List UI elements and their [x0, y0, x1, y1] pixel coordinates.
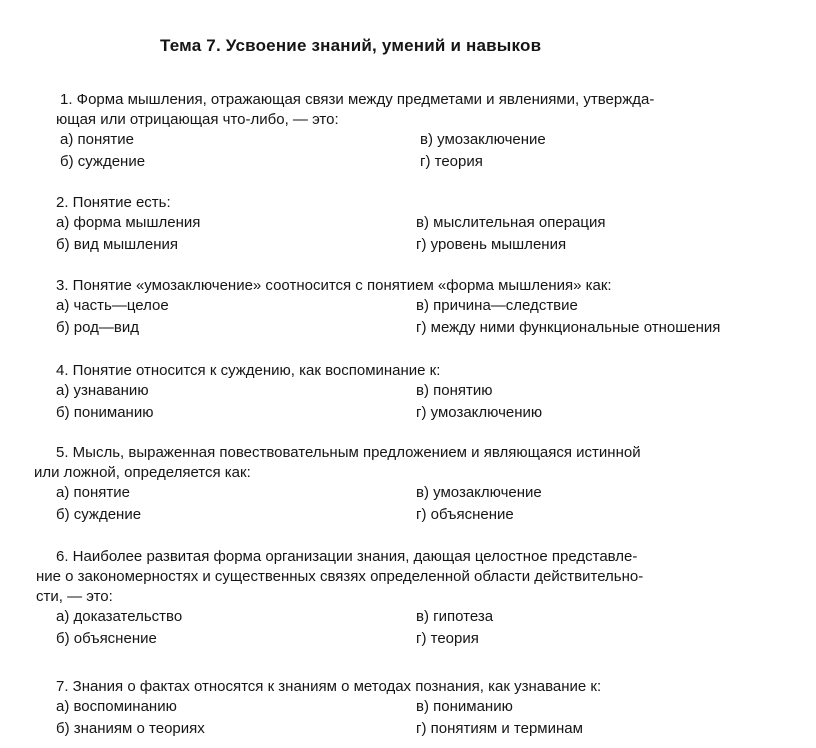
- option-b: б) пониманию: [56, 404, 154, 421]
- option-b: б) суждение: [56, 506, 142, 523]
- option-c: в) пониманию: [416, 698, 513, 715]
- question-6: [36, 547, 771, 651]
- question-stem: [56, 677, 771, 697]
- option-a: а) понятие: [60, 131, 134, 148]
- option-b: б) род—вид: [56, 319, 139, 336]
- answer-options: [56, 607, 771, 651]
- option-c: в) умозаключение: [420, 131, 546, 148]
- question-stem-line: 2. Понятие есть:: [56, 194, 171, 211]
- question-stem-line: 6. Наиболее развитая форма организации знания, дающая целостное представле-: [56, 548, 638, 565]
- option-a: а) доказательство: [56, 608, 183, 625]
- question-stem-line: 1. Форма мышления, отражающая связи между предметами и явлениями, утвержда-: [60, 91, 655, 108]
- question-stem: [56, 276, 771, 296]
- answer-options: [56, 213, 771, 257]
- question-5: [34, 443, 771, 527]
- option-d: г) между ними функциональные отношения: [416, 319, 721, 336]
- question-4: [56, 361, 771, 425]
- option-d: г) объяснение: [416, 506, 514, 523]
- option-d: г) уровень мышления: [416, 236, 567, 253]
- question-7: [56, 677, 771, 741]
- question-stem: [36, 547, 771, 607]
- page-title: Тема 7. Усвоение знаний, умений и навыков: [160, 36, 542, 55]
- question-stem-line: 4. Понятие относится к суждению, как воспоминание к:: [56, 362, 441, 379]
- option-a: а) часть—целое: [56, 297, 169, 314]
- answer-options: [56, 697, 771, 741]
- question-stem-line: сти, — это:: [36, 588, 113, 605]
- option-d: г) умозаключению: [416, 404, 543, 421]
- option-c: в) понятию: [416, 382, 493, 399]
- question-stem: [56, 193, 771, 213]
- answer-options: [60, 130, 775, 174]
- option-d: г) понятиям и терминам: [416, 720, 583, 737]
- question-stem: [56, 361, 771, 381]
- question-stem-line: 5. Мысль, выраженная повествовательным предложением и являющаяся истинной: [56, 444, 641, 461]
- question-stem-line: 7. Знания о фактах относятся к знаниям о методах познания, как узнавание к:: [56, 678, 602, 695]
- question-stem: [56, 90, 775, 130]
- option-c: в) мыслительная операция: [416, 214, 606, 231]
- option-d: г) теория: [416, 630, 479, 647]
- question-stem: [34, 443, 771, 483]
- question-stem-line: или ложной, определяется как:: [34, 464, 251, 481]
- answer-options: [56, 483, 771, 527]
- answer-options: [56, 296, 771, 340]
- option-a: а) узнаванию: [56, 382, 149, 399]
- option-c: в) причина—следствие: [416, 297, 578, 314]
- option-b: б) объяснение: [56, 630, 157, 647]
- option-a: а) понятие: [56, 484, 130, 501]
- option-b: б) знаниям о теориях: [56, 720, 205, 737]
- question-1: [56, 90, 775, 174]
- question-stem-line: ющая или отрицающая что-либо, — это:: [56, 111, 339, 128]
- option-a: а) форма мышления: [56, 214, 201, 231]
- question-stem-line: ние о закономерностях и существенных связях определенной области действительно-: [36, 568, 644, 585]
- question-3: [56, 276, 771, 340]
- question-stem-line: 3. Понятие «умозаключение» соотносится с понятием «форма мышления» как:: [56, 277, 612, 294]
- option-a: а) воспоминанию: [56, 698, 177, 715]
- option-b: б) вид мышления: [56, 236, 179, 253]
- answer-options: [56, 381, 771, 425]
- option-c: в) умозаключение: [416, 484, 542, 501]
- option-c: в) гипотеза: [416, 608, 494, 625]
- option-d: г) теория: [420, 153, 483, 170]
- option-b: б) суждение: [60, 153, 146, 170]
- question-2: [56, 193, 771, 257]
